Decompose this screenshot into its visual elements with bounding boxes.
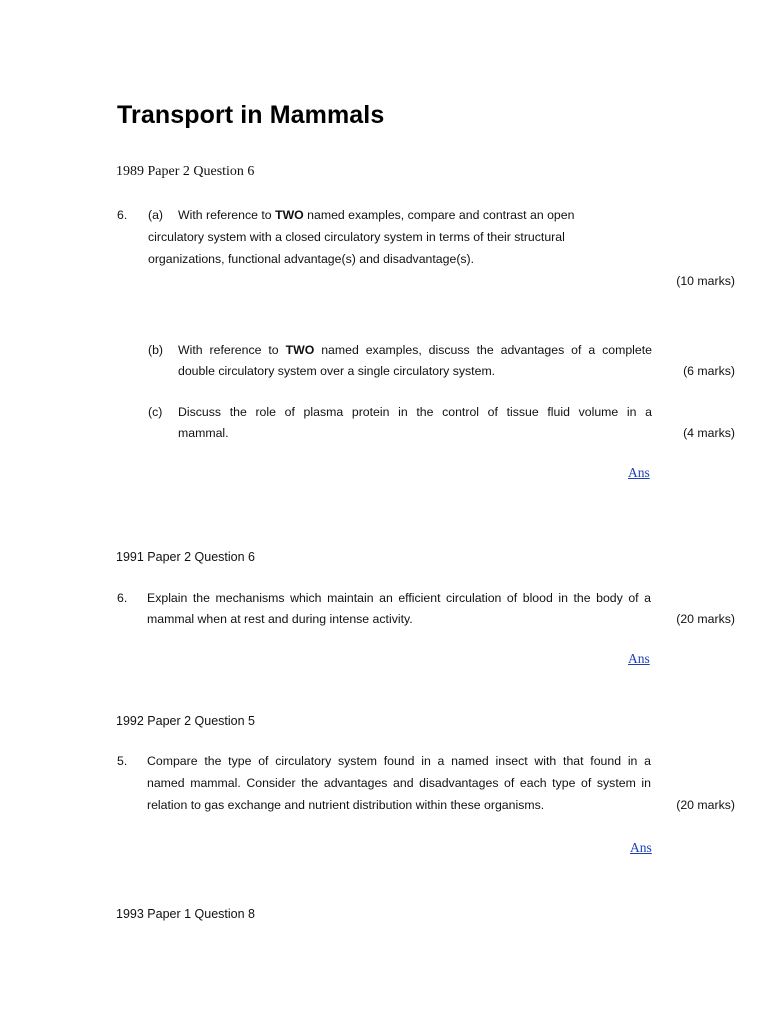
question-1991-line-1: Explain the mechanisms which maintain an efficient circulation of blood in the body of a bbox=[147, 591, 651, 605]
marks-b: (6 marks) bbox=[683, 364, 735, 378]
page-title: Transport in Mammals bbox=[117, 101, 385, 129]
part-a-line-3: organizations, functional advantage(s) and disadvantage(s). bbox=[148, 252, 475, 266]
answer-link[interactable]: Ans bbox=[628, 651, 650, 666]
marks-1991: (20 marks) bbox=[676, 612, 735, 626]
part-label-c: (c) bbox=[148, 405, 163, 419]
question-heading-1992: 1992 Paper 2 Question 5 bbox=[116, 714, 255, 728]
question-number: 6. bbox=[117, 208, 128, 222]
question-1992-line-1: Compare the type of circulatory system found in a named insect with that found in a bbox=[147, 754, 651, 768]
marks-1992: (20 marks) bbox=[676, 798, 735, 812]
answer-link[interactable]: Ans bbox=[628, 465, 650, 480]
marks-c: (4 marks) bbox=[683, 426, 735, 440]
part-b-line-2: double circulatory system over a single circulatory system. bbox=[178, 364, 496, 378]
question-heading-1991: 1991 Paper 2 Question 6 bbox=[116, 550, 255, 564]
part-a-line-2: circulatory system with a closed circulatory system in terms of their structural bbox=[148, 230, 565, 244]
part-b-line-1: With reference to TWO named examples, discuss the advantages of a complete bbox=[178, 343, 652, 357]
emphasis-two: TWO bbox=[285, 343, 315, 357]
part-a-line-1: With reference to TWO named examples, compare and contrast an open bbox=[178, 208, 575, 222]
part-label-b: (b) bbox=[148, 343, 164, 357]
answer-link[interactable]: Ans bbox=[630, 840, 652, 855]
emphasis-two: TWO bbox=[275, 208, 304, 222]
question-1991-line-2: mammal when at rest and during intense activity. bbox=[147, 612, 413, 626]
question-heading-1993: 1993 Paper 1 Question 8 bbox=[116, 907, 255, 921]
question-1992-line-3: relation to gas exchange and nutrient distribution within these organisms. bbox=[147, 798, 545, 812]
part-c-line-2: mammal. bbox=[178, 426, 229, 440]
question-heading-1989: 1989 Paper 2 Question 6 bbox=[116, 164, 255, 179]
part-label-a: (a) bbox=[148, 208, 164, 222]
part-c-line-1: Discuss the role of plasma protein in the control of tissue fluid volume in a bbox=[178, 405, 652, 419]
question-number: 5. bbox=[117, 754, 128, 768]
marks-a: (10 marks) bbox=[676, 274, 735, 288]
question-number: 6. bbox=[117, 591, 128, 605]
question-1992-line-2: named mammal. Consider the advantages and disadvantages of each type of system in bbox=[147, 776, 651, 790]
